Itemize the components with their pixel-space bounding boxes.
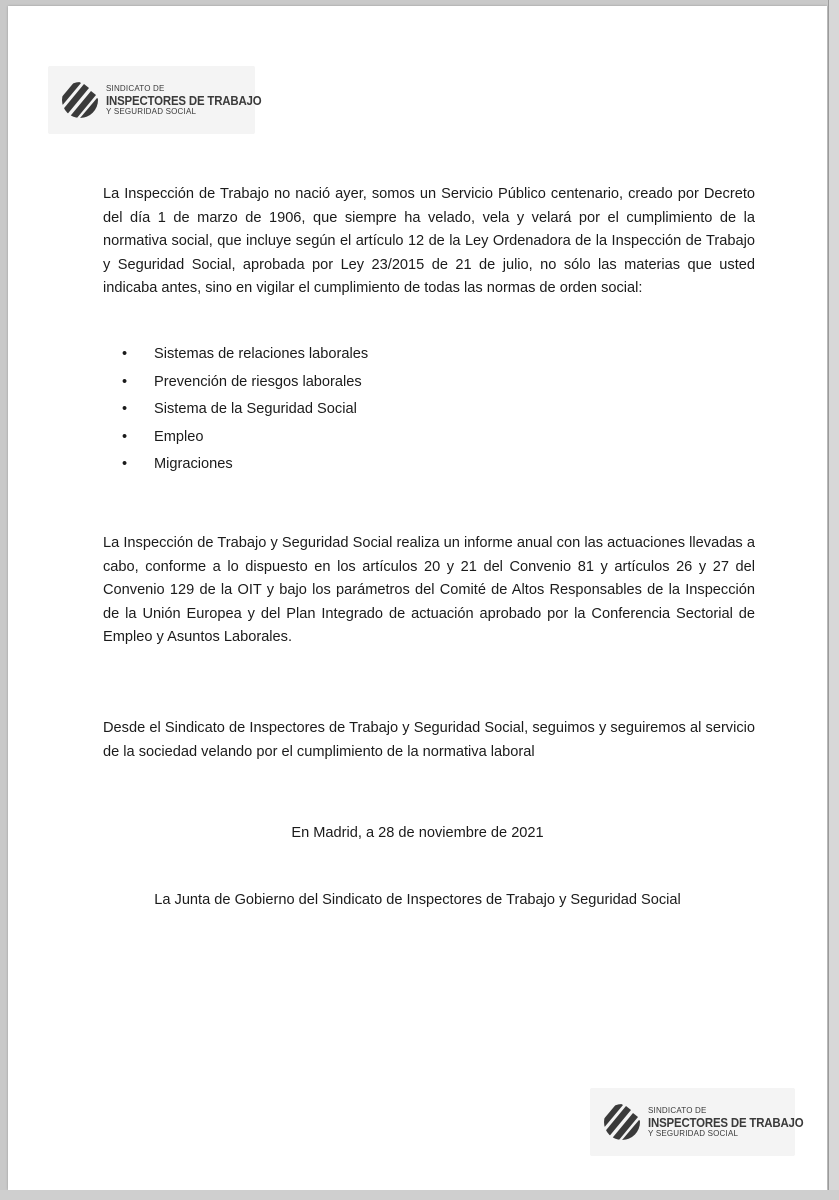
bullet-icon: •	[122, 346, 128, 362]
bullet-icon: •	[122, 373, 128, 390]
list-item-label: Prevención de riesgos laborales	[154, 373, 362, 390]
union-logo-footer	[590, 1088, 804, 1156]
list-item	[122, 343, 368, 371]
bullet-icon: •	[122, 456, 128, 472]
scan-bottom-edge	[0, 1190, 839, 1200]
logo-line-2: INSPECTORES DE TRABAJO	[648, 1114, 804, 1130]
list-item-label: Sistema de la Seguridad Social	[154, 401, 357, 417]
list-item	[122, 426, 368, 454]
striped-globe-icon	[602, 1102, 642, 1142]
bullet-icon: •	[122, 401, 128, 417]
logo-line-3: Y SEGURIDAD SOCIAL	[106, 106, 197, 116]
logo-line-1: SINDICATO DE	[648, 1105, 707, 1115]
scan-right-edge	[828, 0, 839, 1200]
striped-globe-icon	[60, 80, 100, 120]
list-item-label: Empleo	[154, 428, 204, 445]
date-line: En Madrid, a 28 de noviembre de 2021	[291, 825, 544, 841]
signature-line: La Junta de Gobierno del Sindicato de Inspectores de Trabajo y Seguridad Social	[154, 892, 681, 908]
logo-line-1: SINDICATO DE	[106, 83, 165, 93]
list-item	[122, 398, 368, 426]
logo-line-3: Y SEGURIDAD SOCIAL	[648, 1128, 739, 1138]
union-logo-header	[48, 66, 262, 134]
paragraph-intro: La Inspección de Trabajo no nació ayer, somos un Servicio Público centenario, creado por Decreto del día 1 de marzo de 1906, que siempre ha velado, vela y velará por el cumplimiento de la normativa social, que incluye según el artículo 12 de la Ley Ordenadora de la Inspección de Trabajo y Seguridad Social, aprobada por Ley 23/2015 de 21 de julio, no sólo las materias que usted indicaba antes, sino en vigilar el cumplimiento de todas las normas de orden social:	[103, 186, 755, 296]
logo-line-2: INSPECTORES DE TRABAJO	[106, 92, 262, 108]
bullet-list	[122, 343, 368, 481]
logo-wordmark	[106, 85, 283, 116]
bullet-icon: •	[122, 428, 128, 445]
paragraph-annual-report: La Inspección de Trabajo y Seguridad Social realiza un informe anual con las actuaciones llevadas a cabo, conforme a lo dispuesto en los artículos 20 y 21 del Convenio 81 y artículos 26 y 27 del Convenio 129 de la OIT y bajo los parámetros del Comité de Altos Responsables de la Inspección de la Unión Europea y del Plan Integrado de actuación aprobado por la Conferencia Sectorial de Empleo y Asuntos Laborales.	[103, 535, 755, 645]
list-item	[122, 453, 368, 481]
paragraph-closing: Desde el Sindicato de Inspectores de Trabajo y Seguridad Social, seguimos y seguiremos al servicio de la sociedad velando por el cumplimiento de la normativa laboral	[103, 720, 755, 760]
logo-wordmark	[648, 1107, 825, 1138]
list-item	[122, 371, 368, 399]
list-item-label: Migraciones	[154, 456, 233, 472]
list-item-label: Sistemas de relaciones laborales	[154, 346, 369, 362]
